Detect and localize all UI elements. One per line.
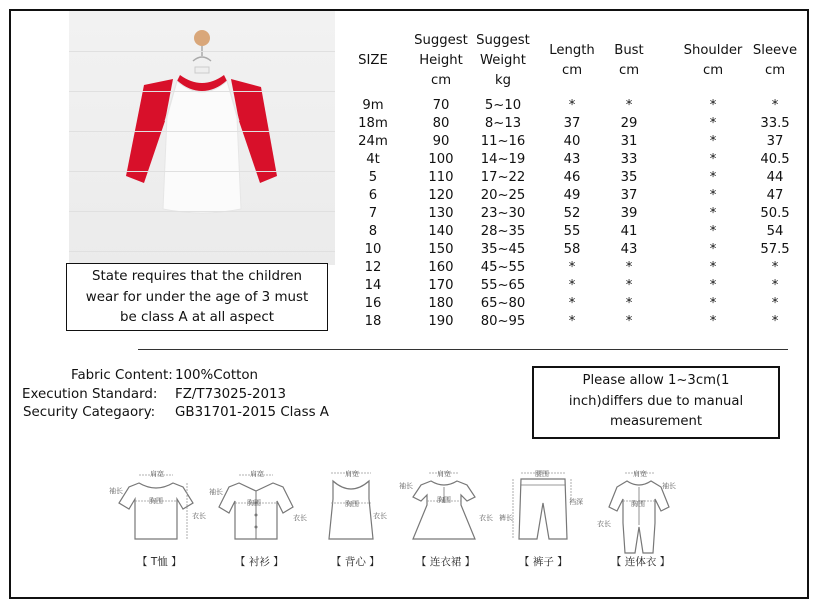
header-length-line: cm xyxy=(561,63,583,78)
table-cell-size: 5 xyxy=(368,170,378,185)
table-cell-length: * xyxy=(568,296,576,311)
table-cell-size: 9m xyxy=(362,98,384,113)
shirt-body xyxy=(163,81,241,213)
table-cell-size: 24m xyxy=(358,134,388,149)
sleeve-label: 袖长 xyxy=(109,487,123,495)
length-label: 衣长 xyxy=(293,514,307,522)
table-cell-shoulder: * xyxy=(709,296,717,311)
tolerance-line: Please allow 1~3cm(1 xyxy=(582,373,730,388)
vest-caption: 【 背心 】 xyxy=(331,556,380,568)
table-cell-bust: 37 xyxy=(620,188,638,203)
header-weight-line: kg xyxy=(494,73,511,88)
table-cell-length: 55 xyxy=(563,224,581,239)
notice-line: State requires that the children xyxy=(92,269,302,284)
table-cell-length: 37 xyxy=(563,116,581,131)
tolerance-line: inch)differs due to manual xyxy=(568,393,744,409)
table-cell-weight: 20~25 xyxy=(480,188,526,203)
raglan-tshirt-image xyxy=(69,11,335,265)
product-photo xyxy=(69,11,335,265)
header-bust-line: cm xyxy=(618,63,640,78)
table-cell-weight: 17~22 xyxy=(480,170,526,185)
table-cell-shoulder: * xyxy=(709,170,717,185)
table-cell-height: 100 xyxy=(428,152,454,167)
table-cell-size: 16 xyxy=(364,296,382,311)
table-cell-sleeve: * xyxy=(771,98,779,113)
chest-label: 胸围 xyxy=(437,496,451,504)
pants-caption: 【 裤子 】 xyxy=(519,556,568,568)
header-height-line: cm xyxy=(430,73,452,88)
table-cell-weight: 45~55 xyxy=(480,260,526,275)
execution-standard-label: Execution Standard: xyxy=(22,387,158,402)
table-cell-bust: 43 xyxy=(620,242,638,257)
table-cell-shoulder: * xyxy=(709,98,717,113)
table-cell-length: 43 xyxy=(563,152,581,167)
shoulder-label: 肩宽 xyxy=(633,470,647,478)
table-cell-sleeve: 44 xyxy=(766,170,784,185)
table-cell-bust: 41 xyxy=(620,224,638,239)
table-cell-sleeve: 37 xyxy=(766,134,784,149)
fabric-content-label: Fabric Content: xyxy=(71,368,173,383)
table-cell-shoulder: * xyxy=(709,224,717,239)
table-cell-size: 18 xyxy=(364,314,382,329)
table-cell-height: 110 xyxy=(428,170,454,185)
romper-caption: 【 连体衣 】 xyxy=(611,556,671,568)
table-cell-bust: * xyxy=(625,260,633,275)
security-category-label: Security Categaory: xyxy=(23,405,156,420)
table-cell-shoulder: * xyxy=(709,188,717,203)
chest-label: 胸围 xyxy=(247,499,261,507)
table-cell-height: 130 xyxy=(428,206,454,221)
wall-hook-icon xyxy=(194,30,210,46)
table-cell-length: 40 xyxy=(563,134,581,149)
table-cell-bust: * xyxy=(625,98,633,113)
table-cell-bust: 31 xyxy=(620,134,638,149)
chest-label: 胸围 xyxy=(345,500,359,508)
execution-standard-value: FZ/T73025-2013 xyxy=(175,387,287,402)
table-cell-shoulder: * xyxy=(709,152,717,167)
table-cell-length: 49 xyxy=(563,188,581,203)
table-cell-shoulder: * xyxy=(709,206,717,221)
fabric-content-value: 100%Cotton xyxy=(175,368,259,383)
table-cell-length: * xyxy=(568,314,576,329)
pant-length-label: 裤长 xyxy=(499,514,513,522)
shoulder-label: 肩宽 xyxy=(437,470,451,478)
dress-caption: 【 连衣裙 】 xyxy=(416,556,476,568)
table-cell-bust: 39 xyxy=(620,206,638,221)
table-cell-sleeve: 54 xyxy=(766,224,784,239)
table-cell-height: 120 xyxy=(428,188,454,203)
header-weight-line: Weight xyxy=(480,53,526,68)
table-cell-height: 80 xyxy=(432,116,450,131)
table-cell-length: * xyxy=(568,260,576,275)
table-cell-weight: 11~16 xyxy=(480,134,526,149)
table-cell-sleeve: * xyxy=(771,314,779,329)
table-cell-sleeve: * xyxy=(771,278,779,293)
shoulder-label: 肩宽 xyxy=(150,470,164,478)
table-cell-sleeve: 50.5 xyxy=(760,206,790,221)
header-weight-line: Suggest xyxy=(476,33,530,48)
rise-label: 裆深 xyxy=(569,498,583,506)
table-cell-weight: 65~80 xyxy=(480,296,526,311)
length-label: 衣长 xyxy=(597,520,611,528)
table-cell-weight: 35~45 xyxy=(480,242,526,257)
notice-line: wear for under the age of 3 must xyxy=(85,289,309,305)
length-label: 衣长 xyxy=(373,512,387,520)
table-cell-height: 170 xyxy=(428,278,454,293)
table-cell-height: 190 xyxy=(428,314,454,329)
measurement-tolerance-box xyxy=(532,366,780,439)
table-cell-weight: 14~19 xyxy=(480,152,526,167)
table-cell-height: 90 xyxy=(432,134,450,149)
notice-line: be class A at all aspect xyxy=(119,310,275,325)
table-cell-sleeve: * xyxy=(771,296,779,311)
table-cell-sleeve: 40.5 xyxy=(760,152,790,167)
table-cell-height: 140 xyxy=(428,224,454,239)
table-cell-height: 150 xyxy=(428,242,454,257)
section-divider xyxy=(138,349,788,350)
waist-label: 腰围 xyxy=(535,470,549,478)
header-shoulder-line: cm xyxy=(702,63,724,78)
sleeve-label: 袖长 xyxy=(399,482,413,490)
table-cell-size: 12 xyxy=(364,260,382,275)
table-cell-size: 18m xyxy=(358,116,388,131)
header-length-line: Length xyxy=(549,43,595,58)
table-cell-height: 180 xyxy=(428,296,454,311)
table-cell-shoulder: * xyxy=(709,278,717,293)
table-cell-sleeve: * xyxy=(771,260,779,275)
table-cell-sleeve: 33.5 xyxy=(760,116,790,131)
security-category-value: GB31701-2015 Class A xyxy=(175,405,329,420)
header-bust-line: Bust xyxy=(614,43,644,58)
sleeve-label: 袖长 xyxy=(662,482,676,490)
length-label: 衣长 xyxy=(192,512,206,520)
table-cell-shoulder: * xyxy=(709,116,717,131)
table-cell-shoulder: * xyxy=(709,314,717,329)
header-height-line: Suggest xyxy=(414,33,468,48)
header-sleeve-line: cm xyxy=(764,63,786,78)
header-height-line: Height xyxy=(419,53,463,68)
table-cell-size: 6 xyxy=(368,188,378,203)
table-cell-weight: 23~30 xyxy=(480,206,526,221)
table-cell-bust: 35 xyxy=(620,170,638,185)
table-cell-length: * xyxy=(568,98,576,113)
table-cell-size: 4t xyxy=(366,152,380,167)
table-cell-height: 70 xyxy=(432,98,450,113)
table-cell-size: 14 xyxy=(364,278,382,293)
age-notice-box xyxy=(66,263,328,331)
table-cell-size: 10 xyxy=(364,242,382,257)
header-shoulder-line: Shoulder xyxy=(683,43,743,58)
tshirt-caption: 【 T恤 】 xyxy=(137,556,182,568)
table-cell-bust: 29 xyxy=(620,116,638,131)
table-cell-length: 58 xyxy=(563,242,581,257)
table-cell-bust: * xyxy=(625,296,633,311)
table-cell-length: 52 xyxy=(563,206,581,221)
table-cell-weight: 28~35 xyxy=(480,224,526,239)
table-cell-bust: 33 xyxy=(620,152,638,167)
tolerance-line: measurement xyxy=(609,414,702,429)
table-cell-weight: 8~13 xyxy=(484,116,522,131)
table-cell-size: 8 xyxy=(368,224,378,239)
length-label: 衣长 xyxy=(479,514,493,522)
header-sleeve-line: Sleeve xyxy=(752,43,798,58)
table-cell-bust: * xyxy=(625,314,633,329)
table-cell-length: * xyxy=(568,278,576,293)
table-cell-weight: 80~95 xyxy=(480,314,526,329)
shoulder-label: 肩宽 xyxy=(250,470,264,478)
table-cell-sleeve: 57.5 xyxy=(760,242,790,257)
table-cell-length: 46 xyxy=(563,170,581,185)
table-cell-size: 7 xyxy=(368,206,378,221)
header-size-line: SIZE xyxy=(358,53,388,68)
chest-label: 胸围 xyxy=(631,500,645,508)
table-cell-height: 160 xyxy=(428,260,454,275)
table-cell-shoulder: * xyxy=(709,242,717,257)
shirt-caption: 【 衬衫 】 xyxy=(235,556,284,568)
table-cell-weight: 55~65 xyxy=(480,278,526,293)
table-cell-shoulder: * xyxy=(709,134,717,149)
table-cell-shoulder: * xyxy=(709,260,717,275)
page-frame xyxy=(9,9,809,599)
shoulder-label: 肩宽 xyxy=(345,470,359,478)
table-cell-sleeve: 47 xyxy=(766,188,784,203)
sleeve-label: 袖长 xyxy=(209,488,223,496)
table-cell-bust: * xyxy=(625,278,633,293)
table-cell-weight: 5~10 xyxy=(484,98,522,113)
chest-label: 胸围 xyxy=(149,497,163,505)
